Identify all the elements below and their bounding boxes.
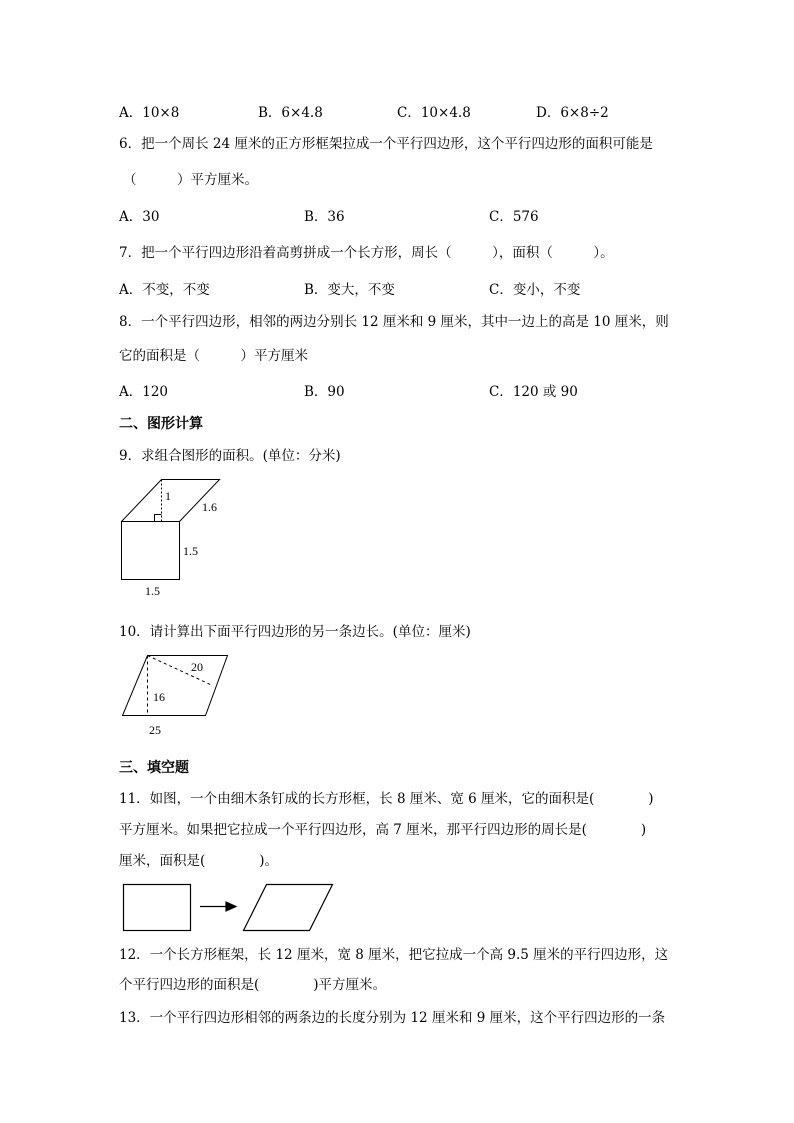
q8-text-line1: 8．一个平行四边形，相邻的两边分别长 12 厘米和 9 厘米，其中一边上的高是 10 厘米，则 <box>119 314 669 330</box>
q7-option-c: C．变小，不变 <box>489 282 581 298</box>
q5-option-d: D．6×8÷2 <box>536 105 609 121</box>
q7-option-b: B．变大，不变 <box>304 282 395 298</box>
q11-text-line3: 厘米，面积是( )。 <box>119 853 279 869</box>
q11-parallelogram <box>244 885 333 931</box>
q11-text-line2: 平方厘米。如果把它拉成一个平行四边形，高 7 厘米，那平行四边形的周长是( ) <box>119 822 647 838</box>
q6-option-b: B．36 <box>304 209 345 225</box>
q10-label-16: 16 <box>153 690 165 704</box>
q9-side-label: 1.5 <box>183 544 198 558</box>
q5-option-c: C．10×4.8 <box>397 105 471 121</box>
section-3-heading: 三、填空题 <box>119 760 189 776</box>
q12-text-line1: 12．一个长方形框架，长 12 厘米，宽 8 厘米，把它拉成一个高 9.5 厘米的平行四边形，这 <box>119 947 669 963</box>
q10-label-25: 25 <box>149 723 161 737</box>
q7-text: 7．把一个平行四边形沿着高剪拼成一个长方形，周长（ ），面积（ ）。 <box>119 245 614 261</box>
q9-bottom-label: 1.5 <box>145 584 160 598</box>
q9-text: 9．求组合图形的面积。(单位：分米) <box>119 448 341 464</box>
q7-option-a: A．不变，不变 <box>119 282 210 298</box>
section-2-heading: 二、图形计算 <box>119 416 203 432</box>
q12-text-line2: 个平行四边形的面积是( )平方厘米。 <box>119 977 387 993</box>
q9-slant-label: 1.6 <box>202 500 217 514</box>
q5-option-b: B．6×4.8 <box>258 105 323 121</box>
q11-rectangle <box>124 885 191 931</box>
q8-option-c: C．120 或 90 <box>489 384 578 400</box>
q10-text: 10．请计算出下面平行四边形的另一条边长。(单位：厘米) <box>119 624 471 640</box>
q5-option-a: A．10×8 <box>119 105 180 121</box>
q11-text-line1: 11．如图，一个由细木条钉成的长方形框，长 8 厘米、宽 6 厘米，它的面积是( ) <box>119 791 654 807</box>
q8-option-b: B．90 <box>304 384 345 400</box>
q9-height-label: 1 <box>165 489 171 503</box>
q6-text-line1: 6．把一个周长 24 厘米的正方形框架拉成一个平行四边形，这个平行四边形的面积可能是 <box>119 136 653 152</box>
q13-text-line1: 13．一个平行四边形相邻的两条边的长度分别为 12 厘米和 9 厘米，这个平行四边形的一条 <box>119 1010 666 1026</box>
q6-option-a: A．30 <box>119 209 160 225</box>
q8-text-line2: 它的面积是（ ）平方厘米 <box>119 348 308 364</box>
q10-label-20: 20 <box>191 660 203 674</box>
q6-text-line2: （ ）平方厘米。 <box>123 172 258 188</box>
q11-arrow-head <box>226 902 236 911</box>
q8-option-a: A．120 <box>119 384 169 400</box>
q6-option-c: C．576 <box>489 209 539 225</box>
